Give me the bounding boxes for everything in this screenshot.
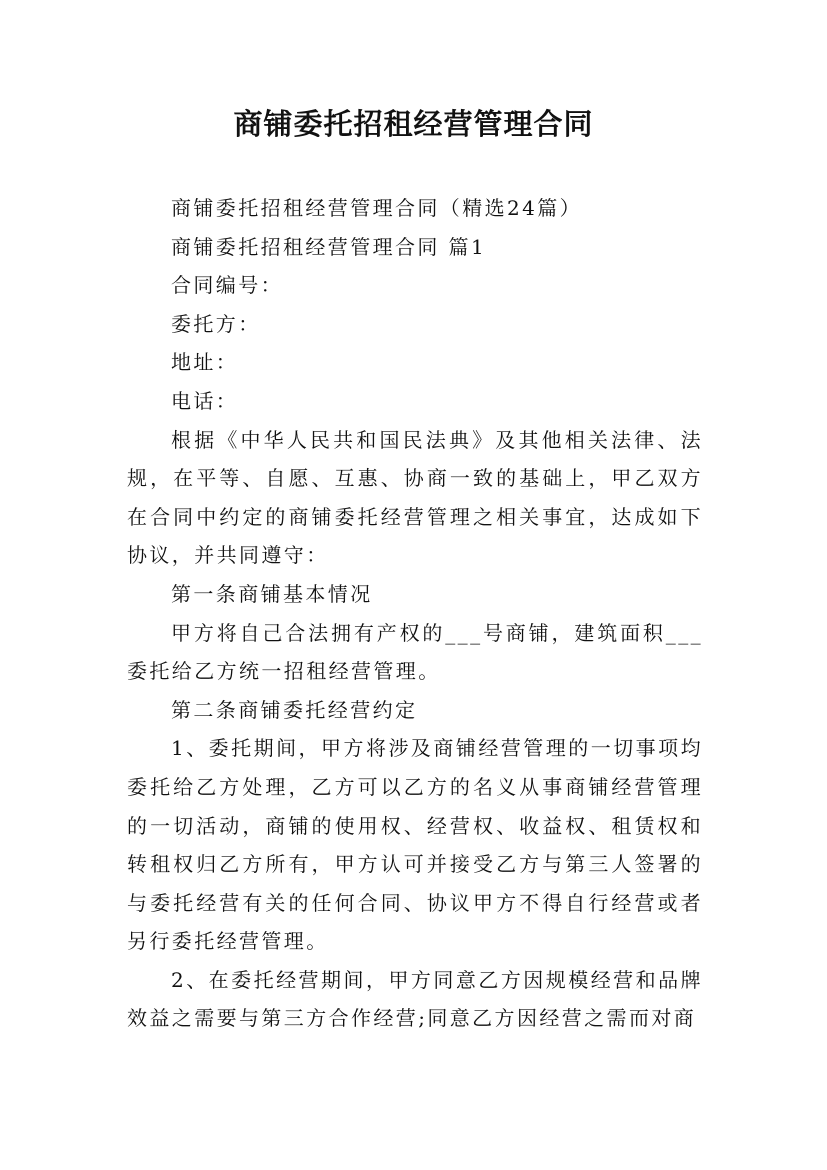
document-title: 商铺委托招租经营管理合同 bbox=[233, 107, 594, 141]
document-body bbox=[127, 189, 703, 1038]
preamble-paragraph: 根据《中华人民共和国民法典》及其他相关法律、法规，在平等、自愿、互惠、协商一致的基础上，甲乙双方在合同中约定的商铺委托经营管理之相关事宜，达成如下协议，并共同遵守： bbox=[127, 427, 703, 568]
contract-number-label: 合同编号： bbox=[171, 273, 283, 298]
article-1-text: 甲方将自己合法拥有产权的___号商铺，建筑面积___委托给乙方统一招租经营管理。 bbox=[127, 620, 703, 684]
article-1-heading: 第一条商铺基本情况 bbox=[171, 581, 373, 606]
address-label: 地址： bbox=[171, 350, 239, 375]
article-2-clause-2: 2、在委托经营期间，甲方同意乙方因规模经营和品牌效益之需要与第三方合作经营;同意乙方因经营之需而对商 bbox=[127, 967, 703, 1031]
subtitle-collection: 商铺委托招租经营管理合同（精选24篇） bbox=[171, 196, 583, 220]
section-heading-part-1: 商铺委托招租经营管理合同 篇1 bbox=[171, 234, 487, 259]
article-2-clause-1: 1、委托期间，甲方将涉及商铺经营管理的一切事项均委托给乙方处理，乙方可以乙方的名义从事商铺经营管理的一切活动，商铺的使用权、经营权、收益权、租赁权和转租权归乙方所有，甲方认可并接受乙方与第三人签署的与委托经营有关的任何合同、协议甲方不得自行经营或者另行委托经营管理。 bbox=[127, 736, 703, 954]
phone-label: 电话： bbox=[171, 388, 239, 413]
article-2-heading: 第二条商铺委托经营约定 bbox=[171, 697, 418, 722]
principal-label: 委托方： bbox=[171, 311, 261, 336]
